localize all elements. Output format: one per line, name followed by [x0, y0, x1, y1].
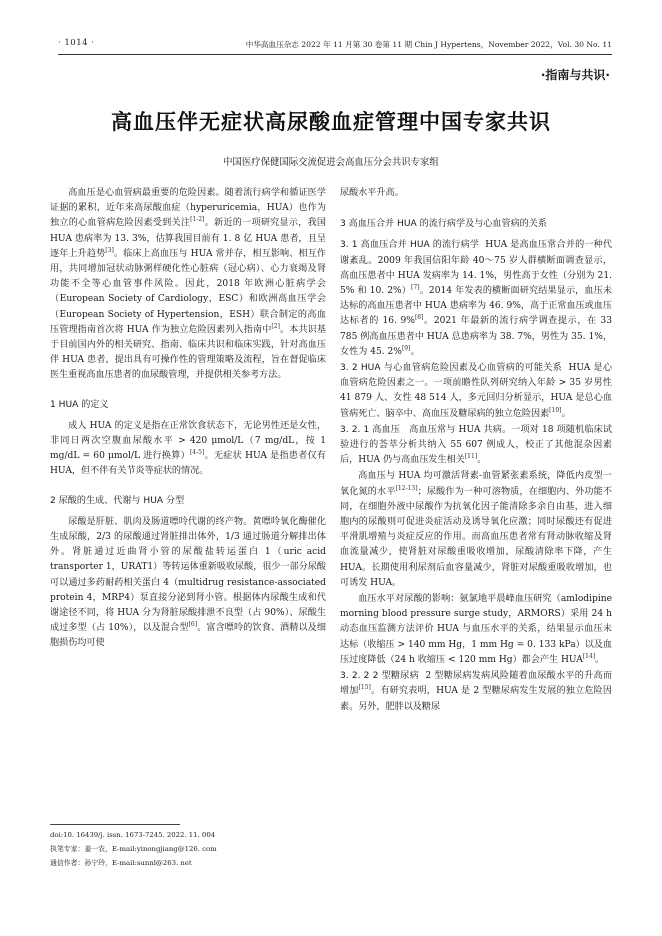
article-title: 高血压伴无症状高尿酸血症管理中国专家共识 [111, 110, 551, 134]
citation-ref[interactable]: [4-5] [189, 449, 205, 457]
intro-paragraph [50, 186, 326, 384]
citation-ref[interactable]: [6] [188, 621, 198, 629]
citation-ref[interactable]: [15] [358, 684, 371, 692]
blood-pressure-paragraph [340, 592, 612, 668]
body-text: 。 [477, 455, 487, 466]
corresponding-author[interactable]: 通信作者：孙宁玲，E-mail:sunnl@263. net [50, 859, 192, 867]
citation-ref[interactable]: [14] [582, 652, 596, 660]
citation-ref[interactable]: [12-13] [395, 484, 418, 492]
section-heading-3: 3 高血压合并 HUA 的流行病学及与心血管病的关系 [340, 219, 547, 230]
subsection-heading-3-1: 3. 1 高血压合并 HUA 的流行病学 [340, 240, 480, 251]
intro-text: 高血压是心血管病最重要的危险因素。随着流行病学和循证医学证据的累积，近年来高尿酸血症（hyperuricemia，HUA）也作为独立的心血管病危险因素受到关注 [50, 188, 326, 229]
body-text: 。2021 年最新的流行病学调查提示，在 33 785 例高血压患者中 HUA 总患病率为 38. 7%，男性为 35. 1%，女性为 45. 2% [340, 316, 612, 357]
body-text: 。2014 年发表的横断面研究结果显示，血压未达标的高血压患者中 HUA 患病率为 46. 9%，高于正常血压或血压达标者的 16. 9% [340, 286, 612, 327]
citation-ref[interactable]: [2] [271, 322, 280, 330]
page-number: · 1014 · [58, 38, 95, 48]
body-text: 。 [410, 346, 420, 357]
section-heading-2: 2 尿酸的生成、代谢与 HUA 分型 [50, 495, 185, 506]
footnote-divider [50, 824, 180, 825]
intro-text: 。本共识基于目前国内外的相关研究、指南、临床共识和临床实践，针对高血压伴 HUA 患者，提出具有可操作性的管理策略及流程，旨在督促临床医生重视高血压患者的血尿酸管理，并提供相关参考方法。 [50, 324, 326, 381]
body-text: 。无症状 HUA 是指患者仅有 HUA，但不伴有关节炎等症状的情况。 [50, 451, 326, 477]
author-contact[interactable]: 执笔专家：姜一农，E-mail:yinongjiang@126. com [50, 845, 217, 853]
intro-text: 。新近的一项研究显示，我国 HUA 患病率为 13. 3%，估算我国目前有 1. 8 亿 HUA 患者，且呈逐年上升趋势 [50, 218, 326, 259]
running-header [58, 38, 612, 55]
citation-ref[interactable]: [7] [411, 283, 420, 291]
body-text: 。 [595, 654, 605, 665]
body-text: ；尿酸作为一种可溶物质，在细胞内、外功能不同，在细胞外液中尿酸作为抗氧化因子能清除多余自由基，进入细胞内的尿酸则可促进炎症活动及诱导氧化应激；同时尿酸还有促进平滑肌增殖与炎症反应的作用。而高血压患者常有肾动脉收缩及肾血流量减少，使肾脏对尿酸重吸收增加，尿酸清除率下降，产生 HUA。长期使用利尿剂后血容量减少，肾脏对尿酸重吸收增加，也可诱发 HUA。 [340, 486, 612, 588]
body-text: 尿酸是肝脏、肌肉及肠道嘌呤代谢的终产物。黄嘌呤氧化酶催化生成尿酸，2/3 的尿酸通过肾脏排出体外，1/3 通过肠道分解排出体外。肾脏通过近曲肾小管的尿酸盐转运蛋白 1（uric acid transporter 1，URAT1）等转运体重新吸收尿酸，很少一部分尿酸可以通过多药耐药相关蛋白 4（multidrug resistance-associated protein 4，MRP4）泵直接分泌到肾小管。根据体内尿酸生成和代谢途径不同，将 HUA 分为肾脏尿酸排泄不良型（占 90%）、尿酸生成过多型（占 10%），以及混合型 [50, 516, 326, 634]
citation-ref[interactable]: [3] [105, 246, 114, 254]
citation-ref[interactable]: [1-2] [190, 216, 205, 224]
subsection-heading-3-2-2: 3. 2. 2 2 型糖尿病 [340, 671, 420, 682]
body-text: 成人 HUA 的定义是指在正常饮食状态下，无论男性还是女性，非同日两次空腹血尿酸水平 > 420 μmol/L（7 mg/dL，按 1 mg/dL = 60 μmol/L 进行换算） [50, 420, 326, 462]
body-text: 高血压与 HUA 均可激活肾素-血管紧张素系统，降低内皮型一氧化氮的水平 [340, 471, 612, 497]
body-text: HUA 是心血管病危险因素之一。一项前瞻性队列研究纳入年龄 > 35 岁男性 41 879 人、女性 48 514 人，多元回归分析显示，HUA 是总心血管病死亡、脑卒中、高血压及糖尿病的独立危险因素 [340, 363, 612, 419]
footnotes [50, 824, 326, 870]
body-text: HUA 是高血压常合并的一种代谢紊乱。2009 年我国信阳年龄 40～75 岁人群横断面调查显示，高血压患者中 HUA 发病率为 14. 1%，男性高于女性（分别为 21. 5% 和 10. 2%） [340, 240, 612, 297]
body-text: 。富含嘌呤的饮食、酒精以及细胞损伤均可使 [50, 623, 326, 649]
body-text: 高血压常与 HUA 共病。一项对 18 项随机临床试验进行的荟萃分析共纳入 55 607 例成人，校正了其他混杂因素后，HUA 仍与高血压发生相关 [340, 424, 612, 466]
citation-ref[interactable]: [11] [464, 453, 478, 461]
citation-ref[interactable]: [10] [549, 406, 562, 414]
body-text: 2 型糖尿病发病风险随着血尿酸水平的升高而增加 [340, 671, 612, 697]
left-column [50, 186, 326, 653]
body-text: 。 [561, 408, 571, 419]
right-column [340, 186, 612, 716]
definition-paragraph [50, 419, 326, 480]
section-tag: ·指南与共识· [540, 68, 610, 82]
doi-line[interactable]: doi:10. 16439/j. issn. 1673-7245. 2022. 11. 004 [50, 831, 216, 839]
intro-text: 。临床上高血压与 HUA 常并存，相互影响、相互作用，共同增加冠状动脉粥样硬化性心脏病（冠心病）、心力衰竭及肾功能不全等心血管事件风险。因此，2018 年欧洲心脏病学会（European Society of Cardiology，ESC）和欧洲高血压学会（European Society of Hypertension，ESH）联合制定的高血压管理指南首次将 HUA 作为独立危险因素列入指南中 [50, 248, 326, 335]
author-group: 中国医疗保健国际交流促进会高血压分会共识专家组 [223, 157, 439, 168]
journal-citation: 中华高血压杂志 2022 年 11 月第 30 卷第 11 期 Chin J Hypertens，November 2022，Vol. 30 No. 11 [245, 40, 612, 49]
section-heading-1: 1 HUA 的定义 [50, 399, 109, 410]
mechanism-paragraph [340, 469, 612, 591]
subsection-heading-3-2-1: 3. 2. 1 高血压 [340, 424, 401, 435]
body-text: 血压水平对尿酸的影响：氨氯地平晨峰血压研究（amlodipine morning blood pressure surge study，ARMORS）采用 24 h 动态血压监测方法评价 HUA 与血压水平的关系，结果显示血压未达标（收缩压 > 140 mm Hg，1 mm Hg = 0. 133 kPa）以及血压过度降低（24 h 收缩压 < 120 mm Hg）都会产生 HUA [340, 594, 612, 665]
body-text: 。有研究表明，HUA 是 2 型糖尿病发生发展的独立危险因素。另外，肥胖以及糖尿 [340, 686, 612, 712]
citation-ref[interactable]: [8] [414, 314, 424, 322]
continued-paragraph: 尿酸水平升高。 [340, 188, 404, 198]
citation-ref[interactable]: [9] [401, 344, 411, 352]
subsection-heading-3-2: 3. 2 HUA 与心血管病危险因素及心血管病的可能关系 [340, 363, 563, 374]
uric-acid-paragraph [50, 515, 326, 652]
